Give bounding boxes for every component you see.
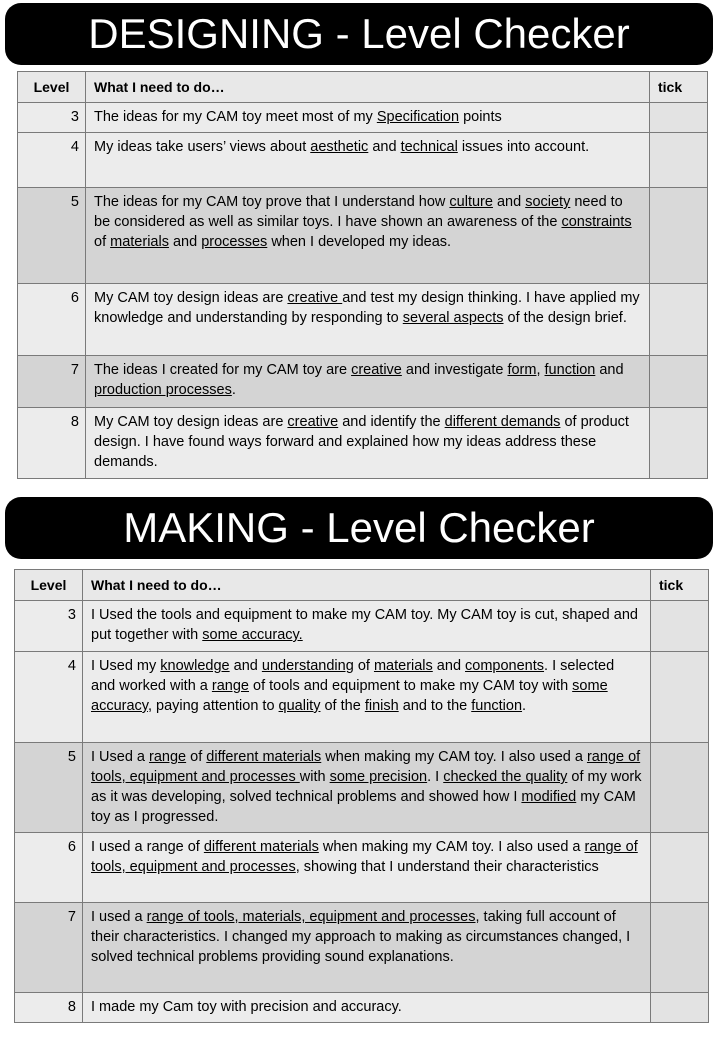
underlined-keyword: understanding <box>261 658 354 674</box>
text-run: I Used my <box>91 658 161 674</box>
text-run: The ideas I created for my CAM toy are <box>94 362 352 378</box>
designing-level-table <box>17 71 708 479</box>
text-run: and <box>492 194 526 210</box>
requirement-cell <box>86 356 650 408</box>
text-run: when making my CAM toy. I also used a <box>318 839 585 855</box>
text-run: and <box>432 658 466 674</box>
underlined-keyword: range of tools, materials, equipment and processes <box>146 909 476 925</box>
tick-box[interactable] <box>650 103 708 133</box>
text-run: of <box>353 658 374 674</box>
underlined-keyword: some precision <box>329 769 428 785</box>
table-row <box>15 601 709 652</box>
text-run: and test my design thinking. I have applied my knowledge and understanding by responding to <box>94 290 640 326</box>
underlined-keyword: culture <box>449 194 493 210</box>
underlined-keyword: aesthetic <box>310 139 369 155</box>
table-row <box>15 833 709 903</box>
underlined-keyword: range of tools, equipment and processes <box>91 749 641 785</box>
underlined-keyword: finish <box>364 698 399 714</box>
text-run: , showing that I understand their characteristics <box>295 859 599 875</box>
text-run: I used a <box>91 909 147 925</box>
underlined-keyword: constraints <box>561 214 632 230</box>
tick-box[interactable] <box>651 601 709 652</box>
underlined-keyword: creative <box>287 290 343 306</box>
text-run: My ideas take users’ views about <box>94 139 311 155</box>
underlined-keyword: different demands <box>444 414 561 430</box>
text-run: of the design brief. <box>503 310 627 326</box>
underlined-keyword: function <box>471 698 523 714</box>
underlined-keyword: different materials <box>203 839 319 855</box>
level-cell: 3 <box>15 601 83 652</box>
text-run: and <box>368 139 401 155</box>
level-cell: 6 <box>18 284 86 356</box>
text-run: and <box>168 234 202 250</box>
requirement-cell <box>83 601 651 652</box>
level-column-header: Level <box>18 72 86 103</box>
text-run: of product design. I have found ways forward and explained how my ideas address these demands. <box>94 414 629 470</box>
tick-box[interactable] <box>651 833 709 903</box>
underlined-keyword: several aspects <box>402 310 504 326</box>
text-run: of the <box>320 698 365 714</box>
underlined-keyword: range <box>211 678 249 694</box>
table-row <box>15 652 709 743</box>
requirement-cell <box>86 133 650 188</box>
level-cell: 7 <box>18 356 86 408</box>
text-run: The ideas for my CAM toy meet most of my <box>94 109 377 125</box>
what-column-header: What I need to do… <box>83 570 651 601</box>
text-run: , taking full account of their characteristics. I changed my approach to making as circumstances changed, I solved technical problems providing sound explanations. <box>91 909 631 965</box>
tick-column-header: tick <box>651 570 709 601</box>
tick-box[interactable] <box>650 188 708 284</box>
requirement-cell <box>86 284 650 356</box>
level-cell: 5 <box>15 743 83 833</box>
requirement-cell <box>83 652 651 743</box>
text-run: of my work as it was developing, solved technical problems and showed how I <box>91 769 642 805</box>
underlined-keyword: some accuracy. <box>202 627 303 643</box>
table-row <box>18 284 708 356</box>
text-run: of <box>186 749 207 765</box>
table-row <box>18 356 708 408</box>
requirement-cell <box>83 903 651 993</box>
requirement-cell <box>86 188 650 284</box>
underlined-keyword: creative <box>351 362 402 378</box>
tick-box[interactable] <box>651 993 709 1023</box>
text-run: of tools and equipment to make my CAM toy with <box>249 678 573 694</box>
underlined-keyword: range of tools, equipment and processes <box>91 839 638 875</box>
making-level-table <box>14 569 709 1023</box>
tick-box[interactable] <box>650 356 708 408</box>
text-run: I Used a <box>91 749 150 765</box>
underlined-keyword: different materials <box>206 749 322 765</box>
underlined-keyword: production processes <box>94 382 232 398</box>
table-row <box>18 408 708 479</box>
text-run: when making my CAM toy. I also used a <box>321 749 587 765</box>
underlined-keyword: creative <box>287 414 339 430</box>
text-run: . <box>231 382 236 398</box>
tick-box[interactable] <box>650 408 708 479</box>
level-cell: 5 <box>18 188 86 284</box>
underlined-keyword: function <box>544 362 596 378</box>
underlined-keyword: quality <box>278 698 321 714</box>
text-run: My CAM toy design ideas are <box>94 414 288 430</box>
table-row <box>18 188 708 284</box>
level-cell: 6 <box>15 833 83 903</box>
underlined-keyword: Specification <box>376 109 460 125</box>
text-run: points <box>459 109 502 125</box>
table-header-row <box>18 72 708 103</box>
underlined-keyword: processes <box>201 234 268 250</box>
underlined-keyword: society <box>525 194 571 210</box>
text-run: , <box>536 362 545 378</box>
text-run: with <box>299 769 330 785</box>
text-run: need to be considered as well as similar toys. I have shown an awareness of the <box>94 194 623 230</box>
tick-box[interactable] <box>650 133 708 188</box>
level-cell: 8 <box>18 408 86 479</box>
underlined-keyword: modified <box>521 789 577 805</box>
underlined-keyword: materials <box>110 234 169 250</box>
table-header-row <box>15 570 709 601</box>
text-run: my CAM toy as I progressed. <box>91 789 636 825</box>
text-run: and <box>229 658 262 674</box>
requirement-cell <box>83 993 651 1023</box>
level-cell: 3 <box>18 103 86 133</box>
text-run: issues into account. <box>457 139 590 155</box>
what-column-header: What I need to do… <box>86 72 650 103</box>
text-run: and identify the <box>338 414 445 430</box>
text-run: I used a range of <box>91 839 204 855</box>
table-row <box>15 743 709 833</box>
tick-box[interactable] <box>651 652 709 743</box>
text-run: of <box>94 234 111 250</box>
text-run: . I selected and worked with a <box>91 658 615 694</box>
underlined-keyword: materials <box>373 658 433 674</box>
text-run: and <box>595 362 624 378</box>
requirement-cell <box>86 103 650 133</box>
text-run: I made my Cam toy with precision and accuracy. <box>91 999 402 1015</box>
level-column-header: Level <box>15 570 83 601</box>
designing-title: DESIGNING - Level Checker <box>5 3 713 65</box>
table-row <box>18 103 708 133</box>
tick-box[interactable] <box>650 284 708 356</box>
text-run: . <box>522 698 527 714</box>
tick-box[interactable] <box>651 743 709 833</box>
text-run: , paying attention to <box>147 698 279 714</box>
requirement-cell <box>83 743 651 833</box>
requirement-cell <box>86 408 650 479</box>
requirement-cell <box>83 833 651 903</box>
tick-box[interactable] <box>651 903 709 993</box>
underlined-keyword: checked the quality <box>443 769 568 785</box>
table-row <box>18 133 708 188</box>
level-cell: 7 <box>15 903 83 993</box>
level-cell: 4 <box>18 133 86 188</box>
text-run: and to the <box>398 698 472 714</box>
text-run: when I developed my ideas. <box>267 234 452 250</box>
table-row <box>15 993 709 1023</box>
text-run: . I <box>427 769 444 785</box>
level-cell: 4 <box>15 652 83 743</box>
underlined-keyword: components <box>465 658 545 674</box>
text-run: The ideas for my CAM toy prove that I understand how <box>94 194 450 210</box>
making-title: MAKING - Level Checker <box>5 497 713 559</box>
underlined-keyword: form <box>507 362 537 378</box>
underlined-keyword: some accuracy <box>91 678 608 714</box>
underlined-keyword: technical <box>400 139 458 155</box>
table-row <box>15 903 709 993</box>
text-run: I Used the tools and equipment to make my CAM toy. My CAM toy is cut, shaped and put together with <box>91 607 638 643</box>
underlined-keyword: range <box>149 749 187 765</box>
underlined-keyword: knowledge <box>160 658 230 674</box>
text-run: My CAM toy design ideas are <box>94 290 288 306</box>
level-cell: 8 <box>15 993 83 1023</box>
tick-column-header: tick <box>650 72 708 103</box>
text-run: and investigate <box>401 362 508 378</box>
